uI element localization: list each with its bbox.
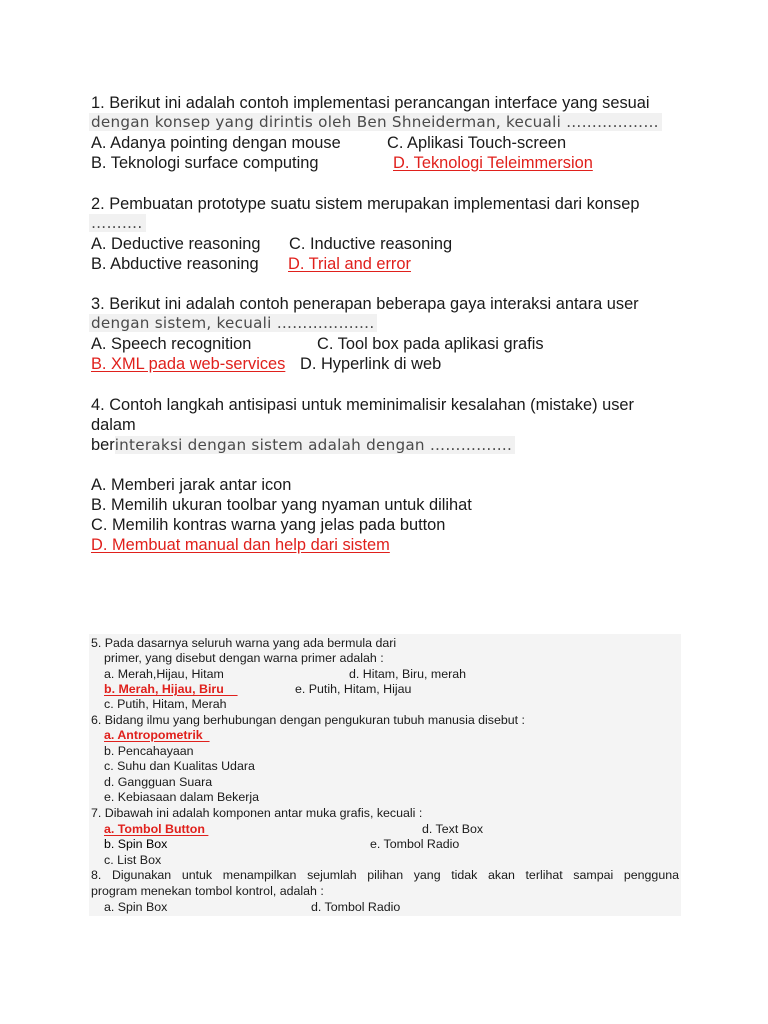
q3-option-b-answer: B. XML pada web-services bbox=[91, 355, 286, 373]
q6-option-c: c. Suhu dan Kualitas Udara bbox=[104, 759, 255, 773]
q1-option-d-answer: D. Teknologi Teleimmersion bbox=[393, 154, 593, 172]
q5-option-d: d. Hitam, Biru, merah bbox=[349, 667, 467, 681]
q2-option-c: C. Inductive reasoning bbox=[289, 235, 453, 253]
q8-stem-line1: 8. Digunakan untuk menampilkan sejumlah pilihan yang tidak akan terlihat sampai pengguna bbox=[91, 868, 679, 882]
q2-option-d-answer: D. Trial and error bbox=[288, 255, 411, 273]
q4-option-c: C. Memilih kontras warna yang jelas pada button bbox=[91, 516, 446, 534]
q1-option-b: B. Teknologi surface computing bbox=[91, 154, 319, 172]
q5-stem-line2: primer, yang disebut dengan warna primer adalah : bbox=[104, 651, 384, 665]
q6-option-e: e. Kebiasaan dalam Bekerja bbox=[104, 790, 259, 804]
q8-option-a: a. Spin Box bbox=[104, 900, 168, 914]
q4-option-a: A. Memberi jarak antar icon bbox=[91, 476, 292, 494]
q7-option-d: d. Text Box bbox=[422, 822, 484, 836]
q5-stem-line1: 5. Pada dasarnya seluruh warna yang ada bermula dari bbox=[91, 636, 397, 650]
q1-stem-line2: dengan konsep yang dirintis oleh Ben Shneiderman, kecuali ……………… bbox=[89, 113, 662, 131]
q4-stem-line2-rest: interaksi dengan sistem adalah dengan ……………. bbox=[115, 436, 515, 454]
q4-stem-line2 bbox=[89, 435, 515, 455]
q2-stem-line1: 2. Pembuatan prototype suatu sistem merupakan implementasi dari konsep bbox=[91, 195, 640, 213]
q4-option-b: B. Memilih ukuran toolbar yang nyaman untuk dilihat bbox=[91, 496, 472, 514]
q4-stem-line1: 4. Contoh langkah antisipasi untuk meminimalisir kesalahan (mistake) user bbox=[91, 396, 634, 414]
q2-option-b: B. Abductive reasoning bbox=[91, 255, 259, 273]
q8-stem-line2: program menekan tombol kontrol, adalah : bbox=[91, 884, 324, 898]
q3-option-a: A. Speech recognition bbox=[91, 335, 252, 353]
q6-option-a-answer: a. Antropometrik bbox=[104, 728, 210, 742]
q3-option-c: C. Tool box pada aplikasi grafis bbox=[317, 335, 544, 353]
q5-option-b-answer: b. Merah, Hijau, Biru bbox=[104, 682, 238, 696]
q7-stem: 7. Dibawah ini adalah komponen antar muka grafis, kecuali : bbox=[91, 806, 423, 820]
q1-stem-line1: 1. Berikut ini adalah contoh implementasi perancangan interface yang sesuai bbox=[91, 94, 650, 112]
q2-stem-line2: ………. bbox=[89, 214, 146, 232]
q5-option-e: e. Putih, Hitam, Hijau bbox=[295, 682, 412, 696]
q6-stem: 6. Bidang ilmu yang berhubungan dengan pengukuran tubuh manusia disebut : bbox=[91, 713, 525, 727]
q7-option-e: e. Tombol Radio bbox=[370, 837, 460, 851]
q4-stem-line2-prefix: ber bbox=[91, 436, 115, 454]
q7-option-a-answer: a. Tombol Button bbox=[104, 822, 209, 836]
q1-option-a: A. Adanya pointing dengan mouse bbox=[91, 134, 341, 152]
q4-option-d-answer: D. Membuat manual dan help dari sistem bbox=[91, 536, 390, 554]
q3-stem-line1: 3. Berikut ini adalah contoh penerapan beberapa gaya interaksi antara user bbox=[91, 295, 639, 313]
q2-option-a: A. Deductive reasoning bbox=[91, 235, 261, 253]
q5-option-a: a. Merah,Hijau, Hitam bbox=[104, 667, 224, 681]
q1-option-c: C. Aplikasi Touch-screen bbox=[387, 134, 567, 152]
q4-stem-line1-wrap: dalam bbox=[91, 416, 136, 434]
q6-option-b: b. Pencahayaan bbox=[104, 744, 194, 758]
q3-stem-line2: dengan sistem, kecuali ………………. bbox=[89, 314, 377, 332]
q3-option-d: D. Hyperlink di web bbox=[300, 355, 442, 373]
q7-option-b: b. Spin Box bbox=[104, 837, 168, 851]
q5-option-c: c. Putih, Hitam, Merah bbox=[104, 697, 227, 711]
q7-option-c: c. List Box bbox=[104, 853, 162, 867]
q6-option-d: d. Gangguan Suara bbox=[104, 775, 213, 789]
page-bottom-margin bbox=[0, 916, 768, 1024]
q8-option-d: d. Tombol Radio bbox=[311, 900, 401, 914]
